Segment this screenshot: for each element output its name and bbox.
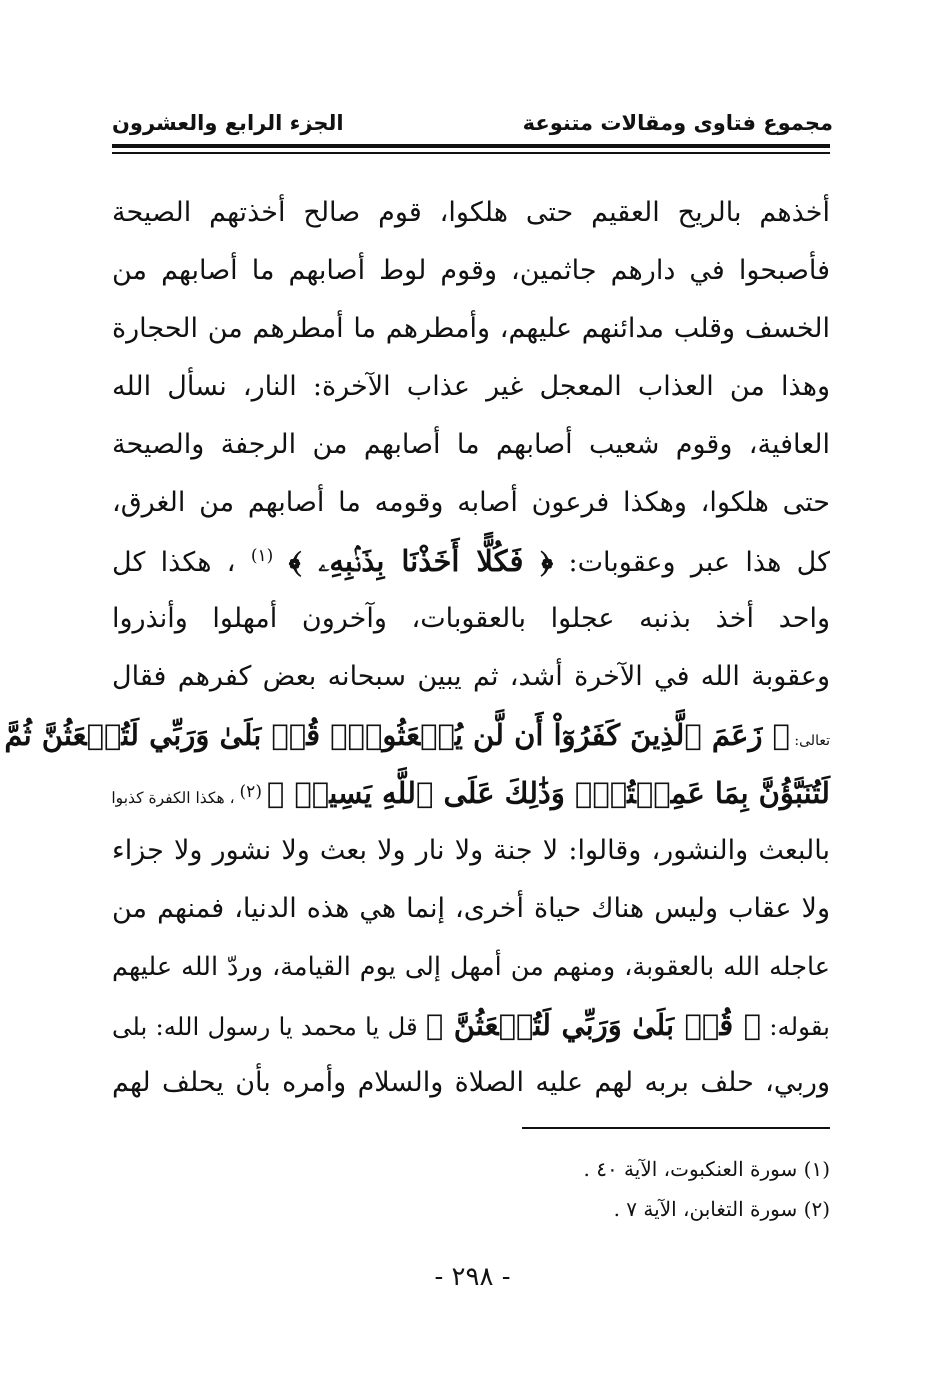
footnote-2: (٢) سورة التغابن، الآية ٧ .: [613, 1197, 830, 1221]
text-line: [112, 416, 830, 474]
text-line: [112, 474, 830, 532]
line-text: وهذا من العذاب المعجل غير عذاب الآخرة: النار، نسأل الله: [112, 371, 830, 402]
line-text: الخسف وقلب مدائنهم عليهم، وأمطرهم ما أمطرهم من الحجارة: [112, 313, 830, 344]
line-text: تعالى:: [794, 733, 830, 749]
text-line: [112, 996, 830, 1054]
text-line: [112, 532, 830, 590]
quran-verse: ﴿ زَعَمَ ٱلَّذِينَ كَفَرُوٓاْ أَن لَّن يُبۡعَثُواْۚ قُلۡ بَلَىٰ وَرَبِّي لَتُبۡعَثُنَّ ثُمَّ: [4, 718, 790, 752]
quran-verse: ﴿ قُلۡ بَلَىٰ وَرَبِّي لَتُبۡعَثُنَّ ﴾: [425, 1008, 762, 1042]
quran-verse: لَتُنَبَّؤُنَّ بِمَا عَمِلۡتُمۡۚ وَذَٰلِكَ عَلَى ٱللَّهِ يَسِيرٞ ﴾: [266, 776, 830, 810]
line-text: العافية، وقوم شعيب أصابهم ما أصابهم من الرجفة والصيحة: [112, 429, 830, 460]
line-text: أخذهم بالريح العقيم حتى هلكوا، قوم صالح أخذتهم الصيحة: [112, 197, 830, 228]
line-text: ، هكذا الكفرة كذبوا: [111, 789, 235, 807]
line-text: ولا عقاب وليس هناك حياة أخرى، إنما هي هذه الدنيا، فمنهم من: [112, 893, 830, 924]
text-line: [112, 1054, 830, 1112]
footnote-ref: (٢): [239, 781, 262, 802]
text-line: [112, 880, 830, 938]
text-line: [112, 590, 830, 648]
running-header: [112, 108, 833, 138]
line-text: حتى هلكوا، وهكذا فرعون أصابه وقومه ما أصابهم من الغرق،: [112, 487, 830, 518]
header-rule-thin: [112, 152, 830, 154]
line-text: بقوله:: [769, 1012, 830, 1041]
line-text: كل هذا عبر وعقوبات:: [568, 547, 830, 578]
text-line: [112, 184, 830, 242]
text-line: [112, 764, 830, 822]
text-line: [112, 938, 830, 996]
line-text: ، هكذا كل: [112, 547, 236, 578]
body-text: [4, 184, 830, 1112]
footnote-separator: [522, 1127, 830, 1129]
text-line: [4, 706, 830, 764]
line-text: عاجله الله بالعقوبة، ومنهم من أمهل إلى يوم القيامة، وردّ الله عليهم: [112, 952, 830, 982]
text-line: [112, 358, 830, 416]
header-rule-thick: [112, 144, 830, 148]
line-text: بالبعث والنشور، وقالوا: لا جنة ولا نار ولا بعث ولا نشور ولا جزاء: [112, 835, 830, 866]
quran-verse: ﴿ فَكُلًّا أَخَذْنَا بِذَنۢبِهِۦ ﴾: [288, 544, 554, 578]
book-title: مجموع فتاوى ومقالات متنوعة: [522, 111, 833, 135]
footnote-1: (١) سورة العنكبوت، الآية ٤٠ .: [583, 1157, 830, 1181]
line-text: وربي، حلف بربه لهم عليه الصلاة والسلام وأمره بأن يحلف لهم: [112, 1067, 830, 1098]
text-line: [112, 242, 830, 300]
text-line: [112, 648, 830, 706]
line-text: قل يا محمد يا رسول الله: بلى: [112, 1012, 418, 1041]
line-text: واحد أخذ بذنبه عجلوا بالعقوبات، وآخرون أمهلوا وأنذروا: [112, 603, 830, 634]
line-text: فأصبحوا في دارهم جاثمين، وقوم لوط أصابهم ما أصابهم من: [112, 255, 830, 286]
text-line: [112, 822, 830, 880]
footnote-ref: (١): [250, 546, 274, 566]
volume-label: الجزء الرابع والعشرون: [112, 111, 344, 135]
line-text: وعقوبة الله في الآخرة أشد، ثم يبين سبحانه بعض كفرهم فقال: [112, 661, 830, 692]
footnotes: [112, 1152, 830, 1232]
text-line: [112, 300, 830, 358]
page-number: - ٢٩٨ -: [434, 1262, 511, 1292]
